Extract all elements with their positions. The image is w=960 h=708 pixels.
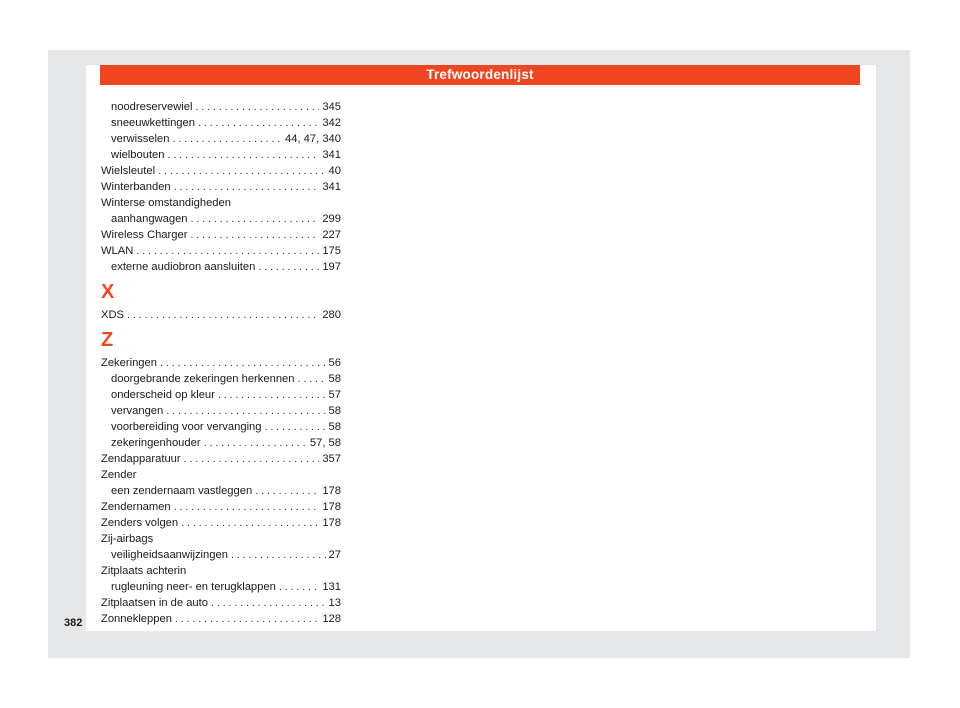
index-entry [101,499,341,515]
index-entry [101,99,341,115]
leader-dots [218,387,326,403]
leader-dots [298,371,326,387]
entry-page: 56 [328,357,341,369]
entry-page: 57 [328,389,341,401]
index-entry [101,115,341,131]
entry-page: 342 [322,117,341,129]
page-number: 382 [64,617,83,629]
entry-term: Zekeringen [101,357,157,369]
entry-term: Zonnekleppen [101,613,172,625]
z-entries [101,355,341,467]
entry-page: 40 [328,165,341,177]
entry-page: 341 [322,181,341,193]
entry-term: Wielsleutel [101,165,156,177]
entry-page: 44, 47, 340 [285,133,341,145]
index-column [101,99,341,627]
header-bar [100,65,860,85]
index-entry [101,403,341,419]
index-entry [101,451,341,467]
w-entries [101,99,341,195]
index-entry [101,547,341,563]
entry-term: doorgebrande zekeringen herkennen [111,373,295,385]
entry-term: voorbereiding voor vervanging [111,421,262,433]
entry-page: 58 [328,373,341,385]
leader-dots [265,419,326,435]
entry-page: 280 [322,309,341,321]
entry-page: 197 [322,261,341,273]
entry-term: WLAN [101,245,134,257]
entry-page: 128 [322,613,341,625]
entry-term: noodreservewiel [111,101,193,113]
leader-dots [158,163,325,179]
entry-page: 345 [322,101,341,113]
leader-dots [172,131,282,147]
entry-page: 58 [328,421,341,433]
w-entries-2 [101,227,341,275]
index-entry [101,227,341,243]
index-entry [101,419,341,435]
index-entry [101,259,341,275]
leader-dots [191,211,320,227]
leader-dots [174,499,320,515]
entry-page: 57, 58 [309,437,341,449]
entry-term: sneeuwkettingen [111,117,195,129]
index-heading: Winterse omstandigheden [101,197,231,209]
entry-page: 178 [322,517,341,529]
entry-term: Wireless Charger [101,229,188,241]
index-entry [101,131,341,147]
leader-dots [136,243,319,259]
leader-dots [231,547,326,563]
entry-page: 341 [322,149,341,161]
leader-dots [204,435,307,451]
entry-page: 131 [322,581,341,593]
entry-page: 178 [322,485,341,497]
entry-term: zekeringenhouder [111,437,201,449]
leader-dots [195,99,319,115]
entry-page: 227 [322,229,341,241]
entry-page: 13 [328,597,341,609]
entry-term: aanhangwagen [111,213,188,225]
leader-dots [279,579,320,595]
index-entry [101,595,341,611]
leader-dots [258,259,319,275]
index-heading: Zender [101,469,137,481]
entry-page: 357 [322,453,341,465]
index-entry [101,371,341,387]
entry-term: Zitplaatsen in de auto [101,597,208,609]
index-heading: Zitplaats achterin [101,565,187,577]
entry-term: XDS [101,309,125,321]
leader-dots [175,611,319,627]
leader-dots [255,483,319,499]
entry-term: rugleuning neer- en terugklappen [111,581,276,593]
header-title: Trefwoordenlijst [426,67,534,82]
entry-term: externe audiobron aansluiten [111,261,256,273]
zender-entries [101,499,341,531]
entry-term: wielbouten [111,149,165,161]
index-entry [101,211,341,227]
leader-dots [184,451,320,467]
entry-page: 27 [328,549,341,561]
entry-page: 299 [322,213,341,225]
index-entry [101,515,341,531]
entry-term: een zendernaam vastleggen [111,485,253,497]
entry-term: Zenders volgen [101,517,179,529]
index-entry [101,147,341,163]
entry-page: 178 [322,501,341,513]
index-entry [101,243,341,259]
index-entry [101,483,341,499]
section-letter-z: Z [101,329,114,351]
entry-page: 58 [328,405,341,417]
leader-dots [181,515,319,531]
leader-dots [168,147,320,163]
entry-term: onderscheid op kleur [111,389,215,401]
index-entry [101,307,341,323]
entry-page: 175 [322,245,341,257]
index-entry [101,355,341,371]
entry-term: veiligheidsaanwijzingen [111,549,228,561]
index-heading: Zij-airbags [101,533,154,545]
leader-dots [166,403,325,419]
leader-dots [127,307,319,323]
section-letter-x: X [101,281,115,303]
entry-term: vervangen [111,405,164,417]
index-entry [101,179,341,195]
index-entry [101,579,341,595]
leader-dots [160,355,326,371]
entry-term: verwisselen [111,133,170,145]
index-entry [101,387,341,403]
index-entry [101,611,341,627]
leader-dots [174,179,320,195]
leader-dots [190,227,319,243]
leader-dots [198,115,319,131]
entry-term: Winterbanden [101,181,171,193]
index-entry [101,163,341,179]
leader-dots [211,595,326,611]
final-entries [101,595,341,627]
entry-term: Zendapparatuur [101,453,181,465]
entry-term: Zendernamen [101,501,171,513]
index-entry [101,435,341,451]
